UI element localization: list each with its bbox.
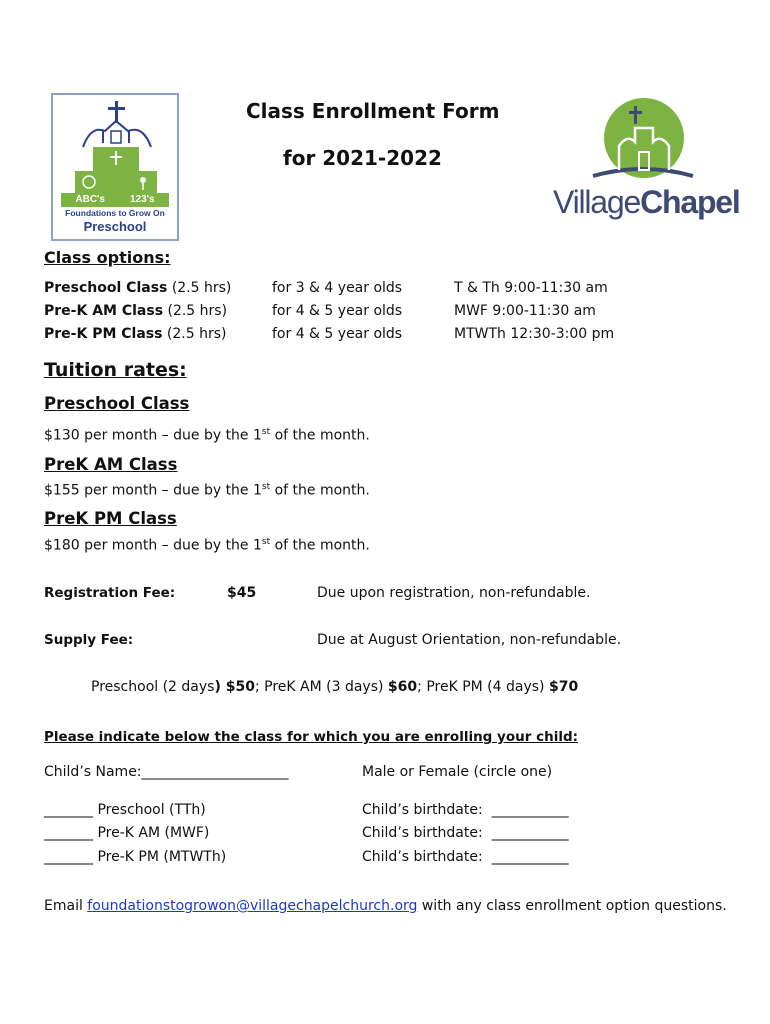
birthdate-blank[interactable]: ___________ xyxy=(491,802,569,818)
village-chapel-wordmark xyxy=(553,184,740,221)
class-choice-label: Pre-K AM (MWF) xyxy=(97,825,210,841)
birthdate-field[interactable] xyxy=(362,802,569,818)
class-option-row xyxy=(44,303,227,319)
supply-detail-preschool: Preschool (2 days xyxy=(91,679,215,695)
tuition-rate-suffix: of the month. xyxy=(274,482,370,499)
birthdate-label: Child’s birthdate: xyxy=(362,825,483,841)
supply-detail-preschool-amount: ) $50 xyxy=(214,679,255,695)
class-options-heading: Class options: xyxy=(44,248,171,267)
tuition-rate-text: $130 per month – due by the 1 xyxy=(44,427,262,444)
village-word: Village xyxy=(553,184,641,220)
tuition-class-name: PreK PM Class xyxy=(44,509,177,528)
contact-email-link[interactable]: foundationstogrowon@villagechapelchurch.org xyxy=(87,898,418,914)
class-option-duration: (2.5 hrs) xyxy=(167,303,228,319)
supply-fee-detail xyxy=(91,679,578,695)
birthdate-blank[interactable]: ___________ xyxy=(491,825,569,841)
child-name-field[interactable]: Child’s Name:_____________________ xyxy=(44,764,289,780)
class-option-schedule: MWF 9:00-11:30 am xyxy=(454,303,596,319)
class-option-ages: for 4 & 5 year olds xyxy=(272,303,403,319)
birthdate-blank[interactable]: ___________ xyxy=(491,849,569,865)
class-option-schedule: MTWTh 12:30-3:00 pm xyxy=(454,326,615,342)
class-choice-label: Pre-K PM (MTWTh) xyxy=(97,849,227,865)
tuition-class-rate xyxy=(44,537,370,554)
logo-blocks-text: ABC's 123's xyxy=(75,194,155,205)
registration-fee-note: Due upon registration, non-refundable. xyxy=(317,585,591,601)
class-option-ages: for 3 & 4 year olds xyxy=(272,280,403,296)
class-option-name: Pre-K PM Class xyxy=(44,326,163,342)
village-chapel-logo xyxy=(553,96,740,226)
tuition-class-name: PreK AM Class xyxy=(44,455,178,474)
class-option-name: Pre-K AM Class xyxy=(44,303,164,319)
supply-detail-prek-am-amount: $60 xyxy=(387,679,418,695)
tuition-rate-text: $180 per month – due by the 1 xyxy=(44,537,262,554)
form-year: for 2021-2022 xyxy=(283,146,442,170)
tuition-class-name: Preschool Class xyxy=(44,394,190,413)
birthdate-label: Child’s birthdate: xyxy=(362,849,483,865)
logo-tagline: Foundations to Grow On xyxy=(65,208,165,218)
tuition-class-rate xyxy=(44,482,370,499)
birthdate-label: Child’s birthdate: xyxy=(362,802,483,818)
supply-detail-prek-pm: ; PreK PM (4 days) xyxy=(417,679,549,695)
supply-fee-note: Due at August Orientation, non-refundable. xyxy=(317,632,622,648)
class-option-name: Preschool Class xyxy=(44,280,168,296)
class-choice-row[interactable] xyxy=(44,825,209,841)
class-option-duration: (2.5 hrs) xyxy=(171,280,232,296)
registration-fee-amount: $45 xyxy=(227,585,257,601)
village-chapel-graphic xyxy=(553,96,725,186)
class-option-duration: (2.5 hrs) xyxy=(166,326,227,342)
class-choice-blank[interactable]: _______ xyxy=(44,849,93,865)
birthdate-field[interactable] xyxy=(362,825,569,841)
class-choice-row[interactable] xyxy=(44,849,226,865)
class-option-ages: for 4 & 5 year olds xyxy=(272,326,403,342)
class-choice-row[interactable] xyxy=(44,802,206,818)
form-title: Class Enrollment Form xyxy=(246,99,500,123)
tuition-rate-sup: st xyxy=(261,537,271,547)
class-option-row xyxy=(44,280,231,296)
supply-detail-prek-am: ; PreK AM (3 days) xyxy=(254,679,388,695)
tuition-rate-suffix: of the month. xyxy=(274,427,370,444)
contact-suffix: with any class enrollment option questions. xyxy=(417,898,727,914)
registration-fee-label: Registration Fee: xyxy=(44,585,176,601)
enroll-instruction: Please indicate below the class for which you are enrolling your child: xyxy=(44,729,579,745)
tuition-rate-text: $155 per month – due by the 1 xyxy=(44,482,262,499)
tuition-rate-sup: st xyxy=(261,427,271,437)
class-option-schedule: T & Th 9:00-11:30 am xyxy=(454,280,608,296)
preschool-logo xyxy=(51,93,179,241)
class-choice-blank[interactable]: _______ xyxy=(44,802,93,818)
class-choice-label: Preschool (TTh) xyxy=(97,802,206,818)
supply-detail-prek-pm-amount: $70 xyxy=(548,679,579,695)
tuition-rate-suffix: of the month. xyxy=(274,537,370,554)
chapel-word: Chapel xyxy=(640,184,740,220)
class-option-row xyxy=(44,326,226,342)
tuition-class-rate xyxy=(44,427,370,444)
tuition-rate-sup: st xyxy=(261,482,271,492)
gender-field[interactable]: Male or Female (circle one) xyxy=(362,764,553,780)
logo-name: Preschool xyxy=(83,219,147,234)
birthdate-field[interactable] xyxy=(362,849,569,865)
class-choice-blank[interactable]: _______ xyxy=(44,825,93,841)
contact-prefix: Email xyxy=(44,898,88,914)
contact-line xyxy=(44,898,727,914)
tuition-heading: Tuition rates: xyxy=(44,359,187,381)
supply-fee-label: Supply Fee: xyxy=(44,632,134,648)
